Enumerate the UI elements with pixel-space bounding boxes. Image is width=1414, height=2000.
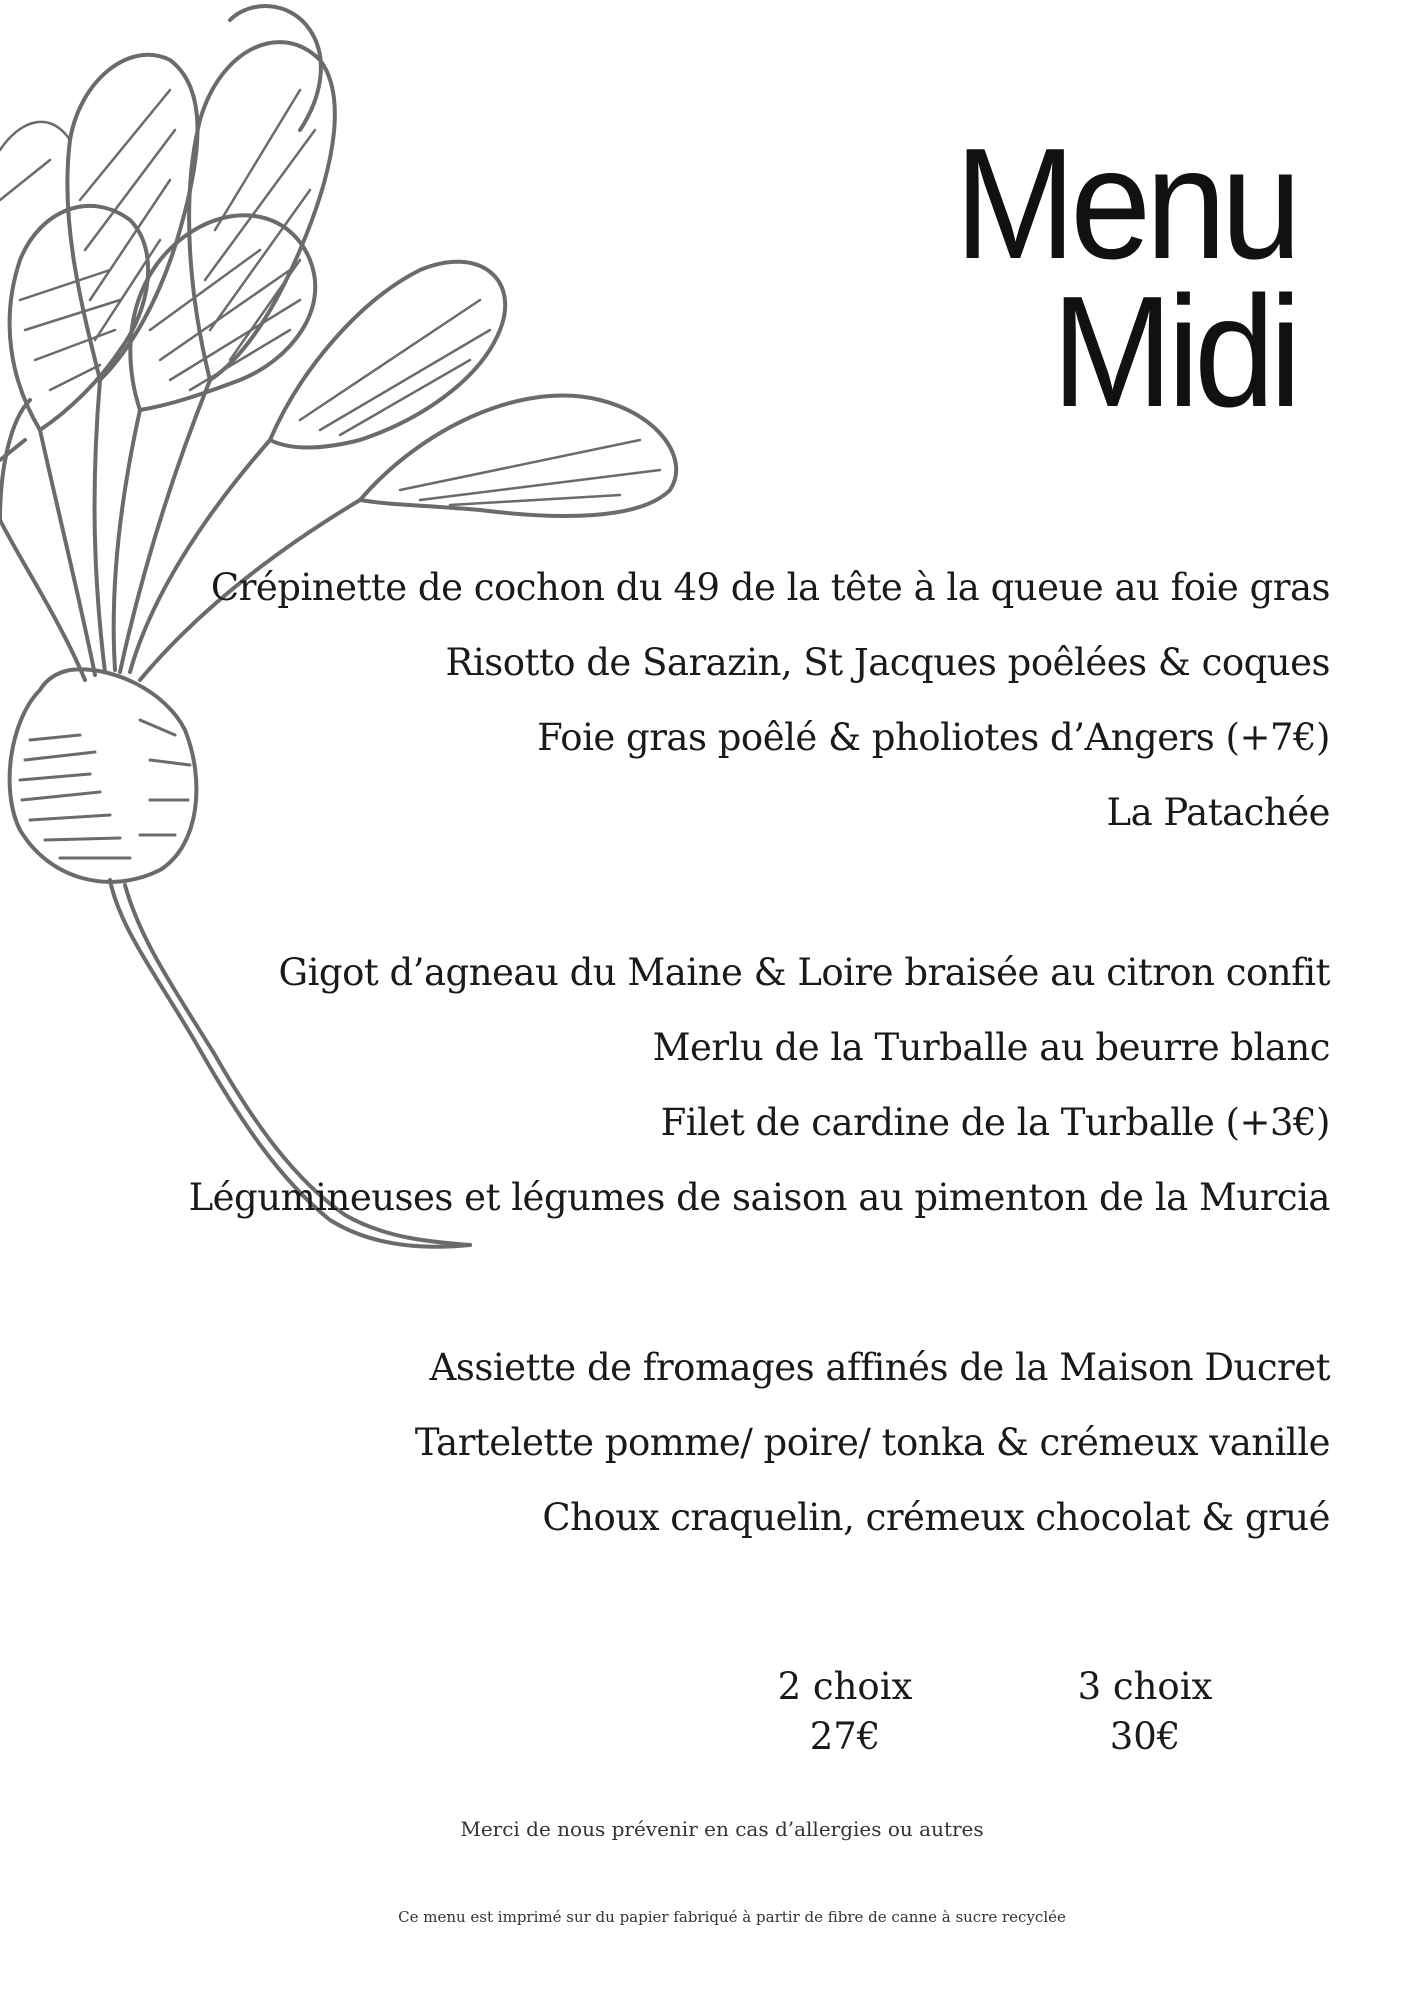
- dish-item: Choux craquelin, crémeux chocolat & grué: [542, 1496, 1330, 1539]
- dish-item: Filet de cardine de la Turballe (+3€): [660, 1101, 1330, 1144]
- dish-item: Légumineuses et légumes de saison au pimenton de la Murcia: [188, 1176, 1330, 1219]
- desserts-section: [415, 1330, 1330, 1555]
- title-line-midi: Midi: [1051, 264, 1296, 440]
- footer-note: Ce menu est imprimé sur du papier fabriqué à partir de fibre de canne à sucre recyclée: [398, 1908, 1066, 1926]
- dish-item: La Patachée: [1106, 791, 1330, 834]
- dish-item: Tartelette pomme/ poire/ tonka & crémeux vanille: [414, 1421, 1330, 1464]
- allergy-note: Merci de nous prévenir en cas d’allergies ou autres: [460, 1817, 984, 1841]
- mains-section: [189, 935, 1330, 1235]
- dish-item: Gigot d’agneau du Maine & Loire braisée au citron confit: [278, 951, 1330, 994]
- price-option-label: 2 choix: [777, 1665, 913, 1708]
- dish-item: Crépinette de cochon du 49 de la tête à la queue au foie gras: [210, 566, 1330, 609]
- price-option-3: [1035, 1662, 1255, 1762]
- dish-item: Assiette de fromages affinés de la Maison Ducret: [429, 1346, 1330, 1389]
- starters-section: [211, 550, 1330, 850]
- price-option-2: [735, 1662, 955, 1762]
- price-option-value: 30€: [1109, 1715, 1181, 1758]
- dish-item: Risotto de Sarazin, St Jacques poêlées & coques: [445, 641, 1330, 684]
- title-line-menu: Menu: [954, 116, 1296, 292]
- dish-item: Merlu de la Turballe au beurre blanc: [652, 1026, 1330, 1069]
- price-option-value: 27€: [809, 1715, 881, 1758]
- menu-title: [954, 116, 1296, 440]
- dish-item: Foie gras poêlé & pholiotes d’Angers (+7€): [537, 716, 1330, 759]
- price-option-label: 3 choix: [1077, 1665, 1213, 1708]
